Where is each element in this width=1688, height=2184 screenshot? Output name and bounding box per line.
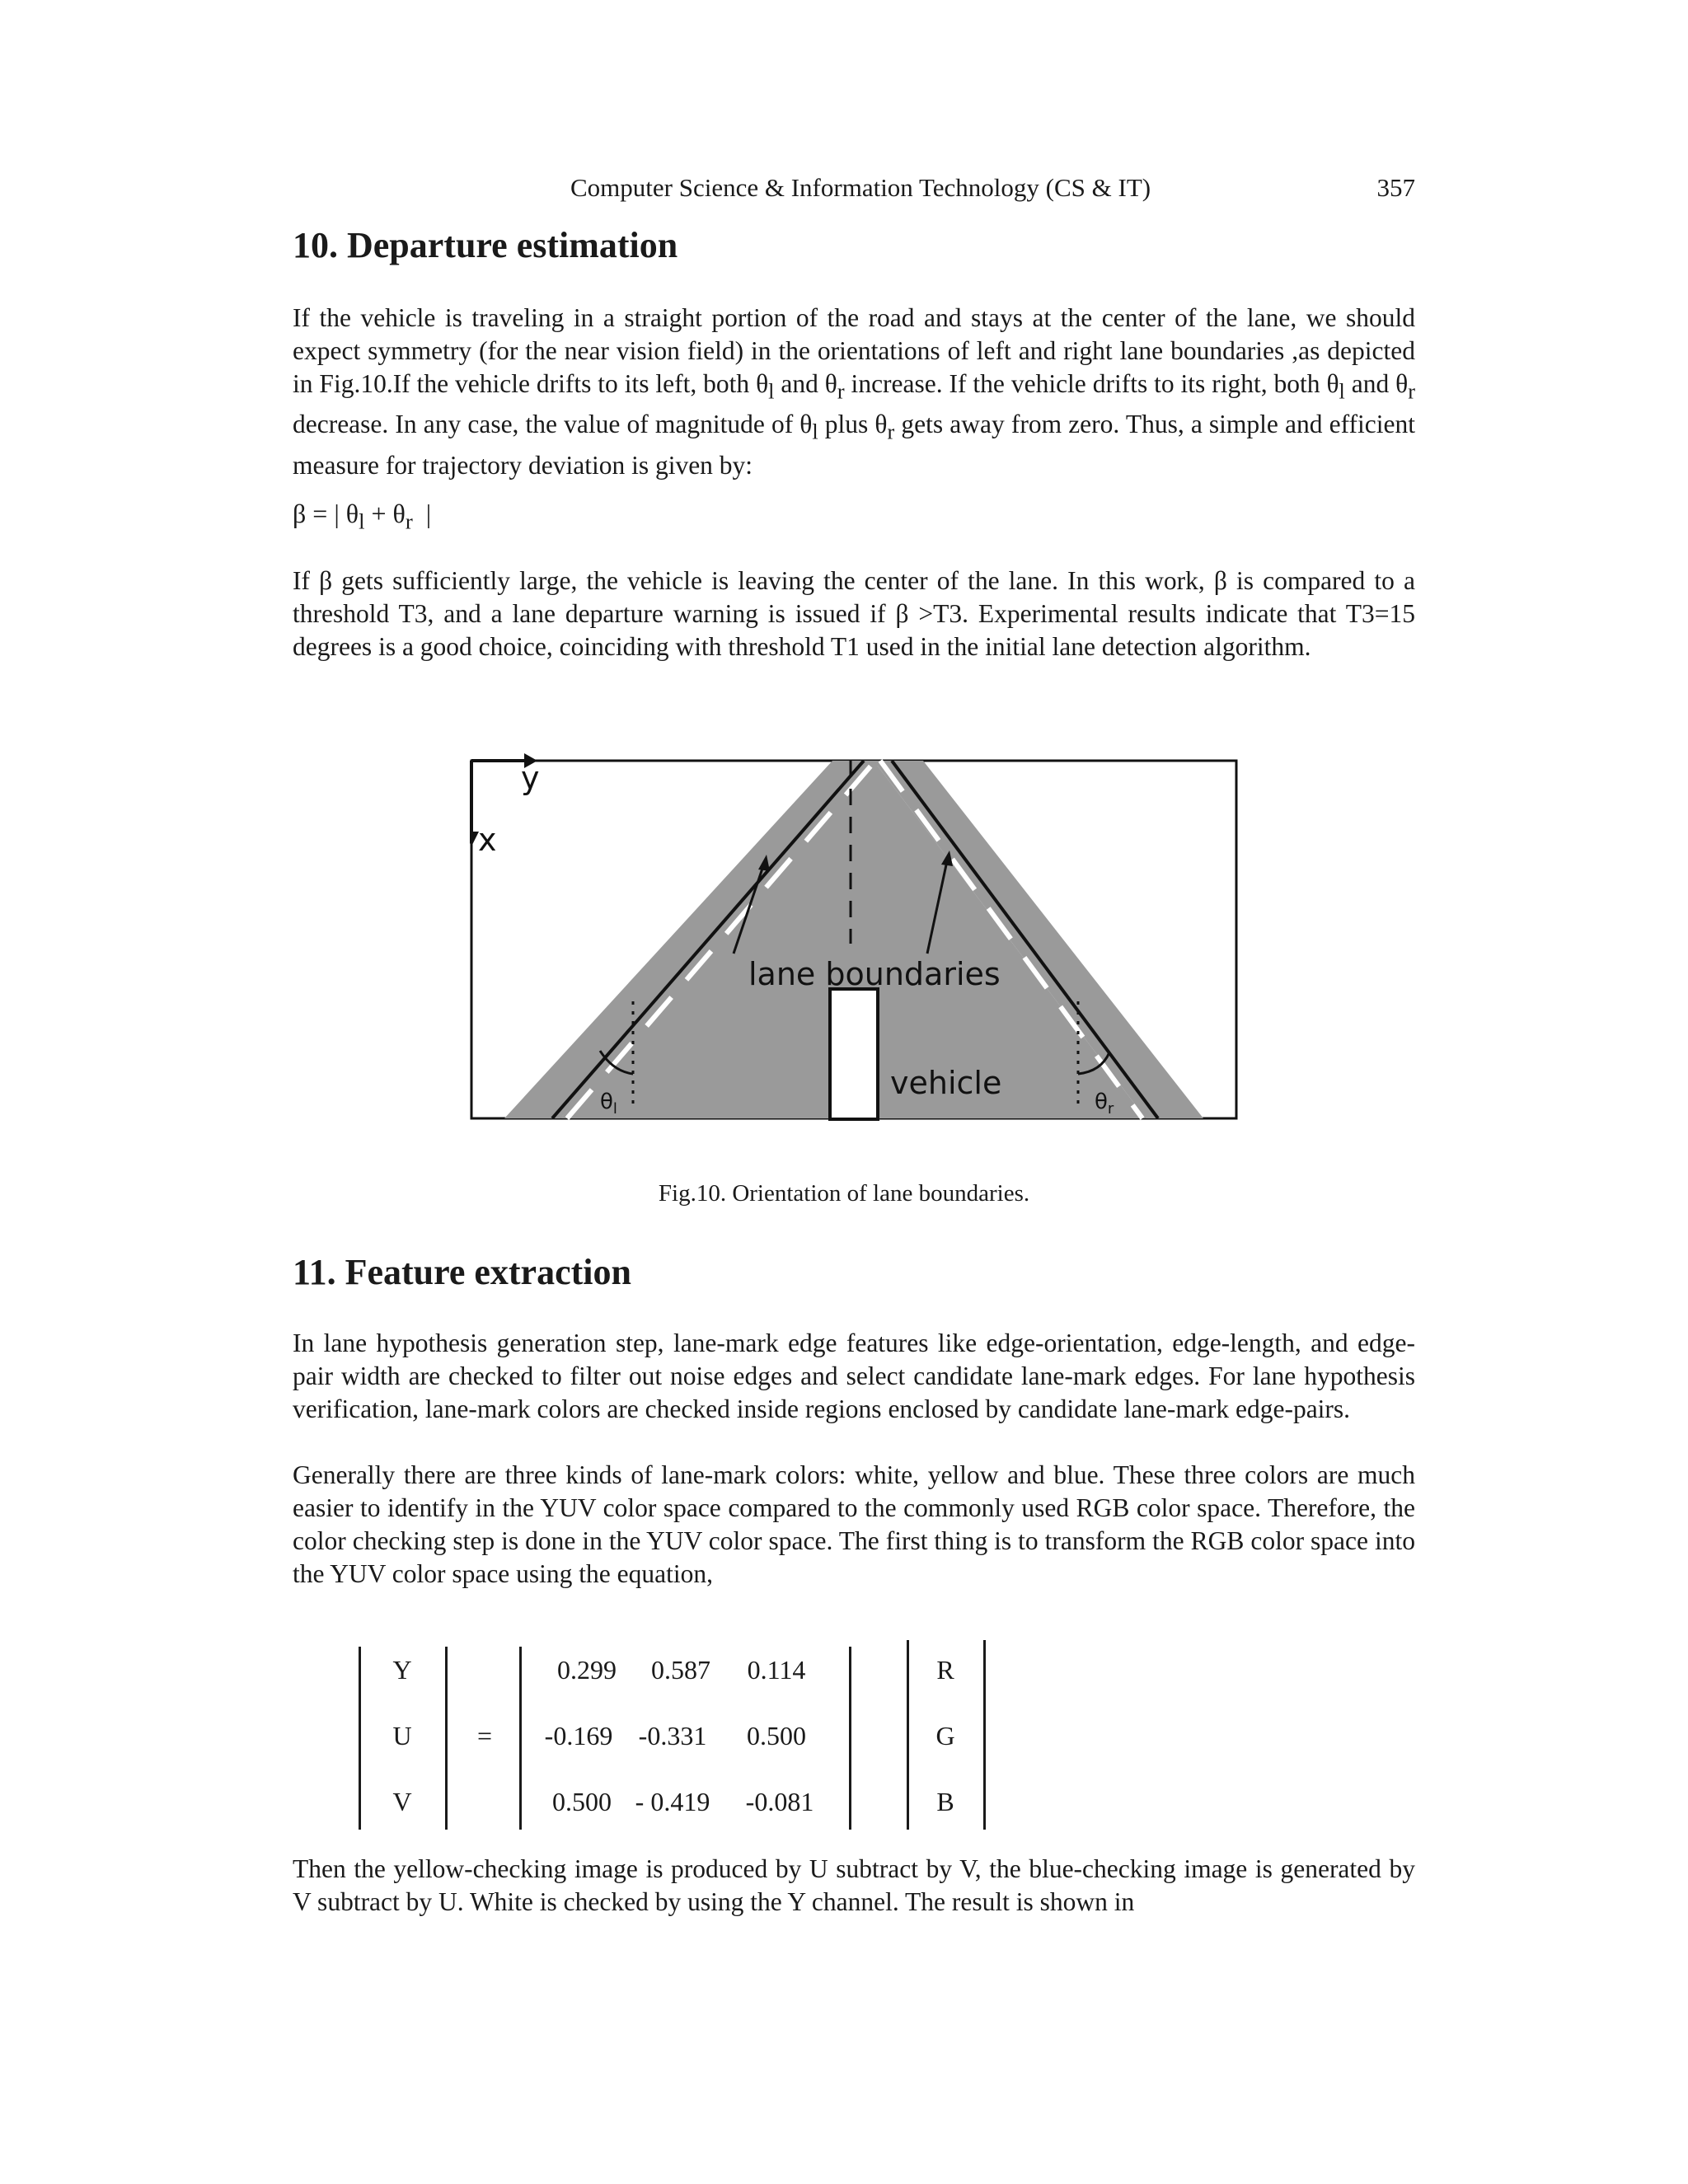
theta-l-sub-2: l — [1339, 379, 1345, 404]
coeff-2-0: 0.500 — [552, 1787, 612, 1816]
rhs-r: R — [936, 1655, 954, 1685]
coeff-0-2: 0.114 — [747, 1655, 806, 1685]
coeff-2-1: - 0.419 — [635, 1787, 710, 1816]
section-11-title: 11. Feature extraction — [293, 1252, 631, 1292]
figure-10-caption: Fig.10. Orientation of lane boundaries. — [658, 1180, 1030, 1207]
lane-boundaries-label: lane boundaries — [748, 956, 1001, 992]
section-10-paragraph-1 — [293, 302, 1415, 482]
theta-l-sub: l — [768, 379, 775, 404]
formula-lhs: β = | θ — [293, 499, 359, 528]
theta-right-label: $\theta_r$ — [1095, 1090, 1114, 1118]
theta-left-label: $\theta_l$ — [600, 1090, 617, 1118]
section-11-paragraph-2: Generally there are three kinds of lane-mark colors: white, yellow and blue. These three colors are much easier to identify in the YUV color space compared to the commonly used RGB color space. Therefore, the color checking step is done in the YUV color space. The first thing is to transform the RGB color space into the YUV color space using the equation, — [293, 1460, 1415, 1588]
rhs-b: B — [936, 1787, 954, 1816]
journal-title: Computer Science & Information Technology (CS & IT) — [570, 173, 1151, 202]
rhs-g: G — [935, 1721, 955, 1750]
lhs-y: Y — [392, 1655, 412, 1685]
yuv-matrix-equation — [354, 1640, 997, 1838]
theta-r-sub-2: r — [1408, 379, 1415, 404]
running-head — [293, 173, 1415, 209]
section-11-paragraph-1: In lane hypothesis generation step, lane-mark edge features like edge-orientation, edge-length, and edge-pair width are checked to filter out noise edges and select candidate lane-mark edges. For lane hypothesis verification, lane-mark colors are checked inside regions enclosed by candidate lane-mark edge-pairs. — [293, 1329, 1415, 1423]
beta-formula — [293, 499, 431, 534]
formula-mid: + θ — [364, 499, 406, 528]
lhs-v: V — [392, 1787, 412, 1816]
p1-line4a: vehicle drifts to its right, both θ — [1010, 369, 1339, 398]
coeff-0-1: 0.587 — [651, 1655, 710, 1685]
vehicle-label: vehicle — [890, 1065, 1002, 1101]
axis-y-label: y — [521, 760, 540, 796]
section-10-paragraph-2: If β gets sufficiently large, the vehicle is leaving the center of the lane. In this work, β is compared to a threshold T3, and a lane departure warning is issued if β >T3. Experimental results indicate that T3=15 degrees is a good choice, coinciding with threshold T1 used in the initial lane detection algorithm. — [293, 566, 1415, 661]
figure-10-lane-diagram — [470, 746, 1240, 1121]
formula-sub-l: l — [359, 509, 365, 534]
vehicle-rect — [830, 989, 878, 1119]
coeff-1-1: -0.331 — [638, 1721, 707, 1750]
theta-l-sub-3: l — [812, 419, 818, 444]
coeff-0-0: 0.299 — [557, 1655, 617, 1685]
p1-line4b: and θ — [1344, 369, 1409, 398]
lhs-u: U — [392, 1721, 412, 1750]
axis-x-label: x — [478, 822, 497, 858]
coeff-1-2: 0.500 — [747, 1721, 806, 1750]
p1-line4c: decrease. In any case, the value of magnitude of θ — [293, 410, 813, 439]
coeff-1-0: -0.169 — [544, 1721, 613, 1750]
matrix-bar — [849, 1647, 851, 1830]
p1-line4d: plus θ — [818, 410, 888, 439]
section-10-title: 10. Departure estimation — [293, 225, 678, 265]
p1-line1: If the vehicle is traveling in a straight portion of the road and stays at the center of the lane, we — [293, 303, 1337, 332]
p1-line3c: increase. If the — [844, 369, 1005, 398]
coeff-2-2: -0.081 — [745, 1787, 814, 1816]
formula-sub-r: r — [405, 509, 413, 534]
p1-line3b: and θ — [774, 369, 837, 398]
page-number: 357 — [1376, 173, 1415, 202]
formula-rhs: | — [412, 499, 432, 528]
theta-r-sub: r — [837, 379, 845, 404]
theta-r-sub-3: r — [887, 419, 895, 444]
section-11-paragraph-3: Then the yellow-checking image is produced by U subtract by V, the blue-checking image is generated by V subtract by U. White is checked by using the Y channel. The result is shown in — [293, 1854, 1415, 1916]
p1-line2: should expect symmetry (for the near vision field) in the orientations of left and right lane — [293, 303, 1416, 365]
p1-line3a: boundaries ,as depicted in Fig.10.If the vehicle drifts to its left, both θ — [293, 336, 1416, 398]
p1-line5: gets away from zero. Thus, a simple and efficient measure for trajectory deviation is given by: — [293, 410, 1415, 480]
equals-sign: = — [476, 1721, 493, 1750]
